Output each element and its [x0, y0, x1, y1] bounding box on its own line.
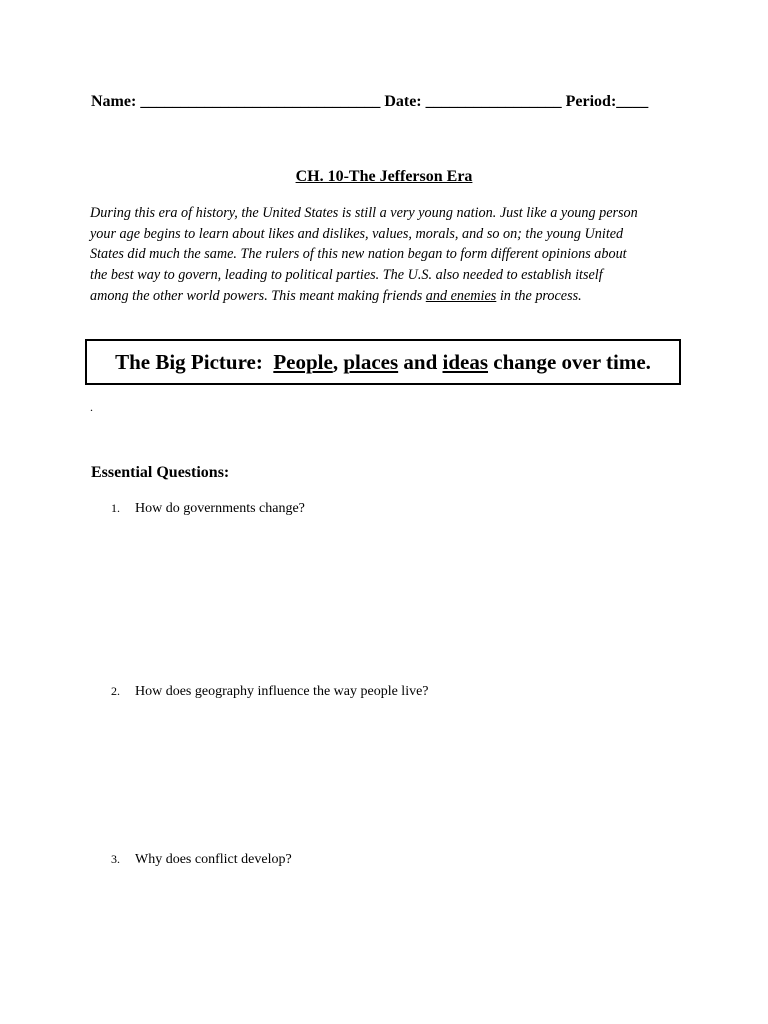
question-text: How does geography influence the way people live? [135, 684, 429, 699]
intro-paragraph [90, 203, 690, 307]
period-label: Period: [565, 93, 617, 110]
big-picture-suffix: change over time. [493, 349, 651, 374]
essential-questions-heading: Essential Questions: [91, 464, 230, 481]
big-picture-people: People [273, 349, 333, 374]
name-label: Name: [91, 93, 137, 110]
big-picture-box [85, 339, 681, 385]
question-item [111, 501, 305, 517]
intro-line: States did much the same. The rulers of this new nation began to form different opinions about [90, 246, 627, 263]
big-picture-and: and [403, 349, 438, 374]
question-text: Why does conflict develop? [135, 852, 292, 867]
question-item [111, 684, 429, 700]
intro-line: your age begins to learn about likes and dislikes, values, morals, and so on; the young United [90, 225, 624, 242]
intro-line [90, 286, 690, 307]
period-blank: ____ [616, 93, 649, 110]
intro-text: in the process. [496, 287, 582, 304]
question-number: 3. [111, 852, 120, 866]
question-item [111, 852, 292, 868]
big-picture-comma: , [332, 349, 339, 374]
intro-line: the best way to govern, leading to political parties. The U.S. also needed to establish itself [90, 267, 603, 284]
intro-text: among the other world powers. This meant making friends [90, 287, 426, 304]
date-label: Date: [384, 93, 422, 110]
big-picture-prefix: The Big Picture: [115, 349, 263, 374]
big-picture-places: places [343, 349, 399, 374]
intro-line: During this era of history, the United States is still a very young nation. Just like a young person [90, 205, 638, 221]
big-picture-ideas: ideas [442, 349, 489, 374]
name-blank: ______________________________ [140, 93, 381, 110]
date-blank: _________________ [425, 93, 562, 110]
page-title: CH. 10-The Jefferson Era [295, 168, 473, 185]
stray-mark: . [90, 400, 93, 414]
question-number: 2. [111, 684, 120, 698]
question-number: 1. [111, 501, 120, 515]
underlined-phrase: and enemies [425, 287, 497, 304]
question-text: How do governments change? [135, 501, 305, 516]
header-fields [91, 93, 648, 111]
